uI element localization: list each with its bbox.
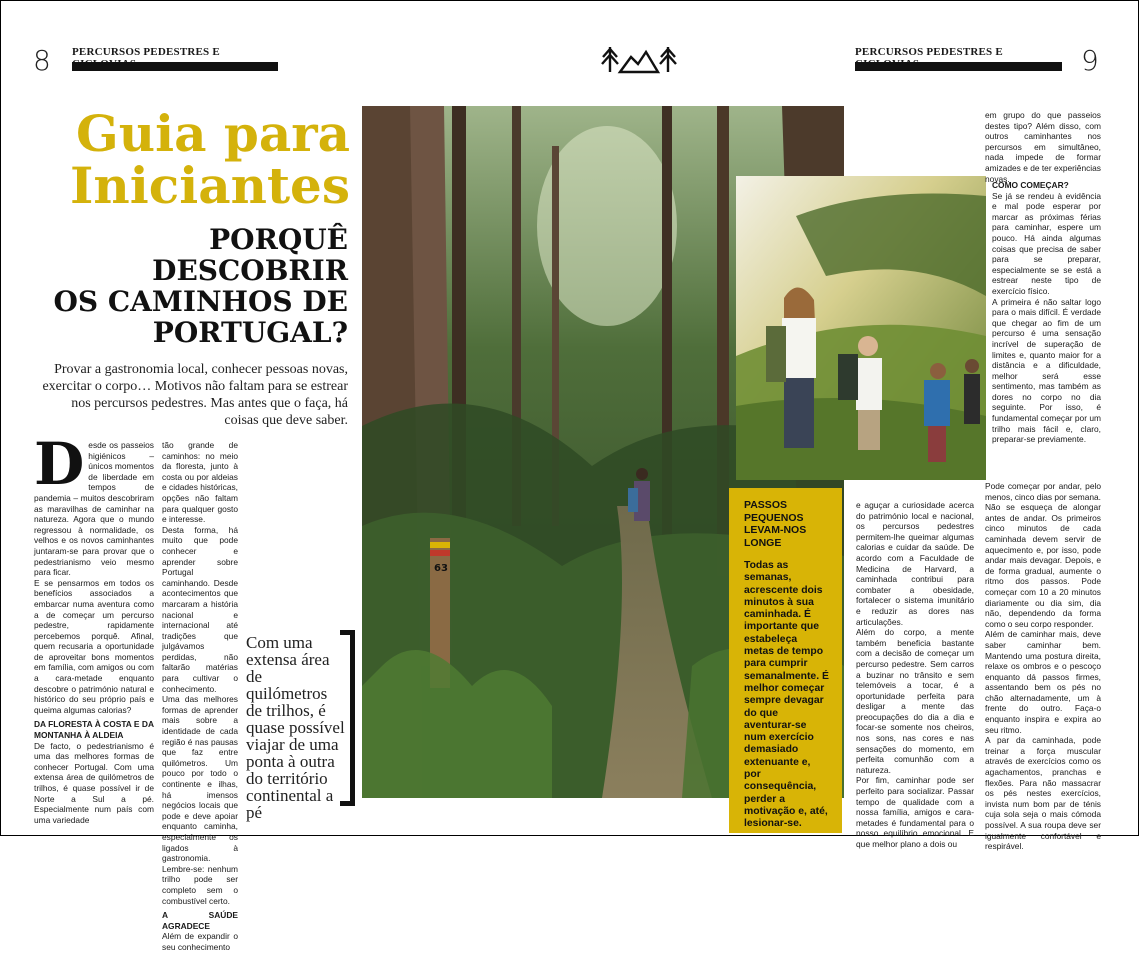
article-subtitle <box>40 224 348 348</box>
body-column-3 <box>856 500 974 849</box>
title-line-2: Iniciantes <box>70 156 350 215</box>
section-bar-left <box>72 62 278 71</box>
paragraph: Por fim, caminhar pode ser perfeito para socializar. Passar tempo de qualidade com a nossa família, amigos e cara-metades é fundamental para o nosso equilíbrio emocional. E que melhor plano a dois ou <box>856 775 974 849</box>
page-number-right: 9 <box>1081 44 1099 77</box>
trees-mountain-icon <box>600 44 678 74</box>
paragraph: Se já se rendeu à evidência e mal pode esperar por marcar as próximas férias para caminhar, espere um pouco. Há ainda algumas coisas que precisa de saber para se preparar, especialmente se se está a estrear neste tipo de exercício físico. <box>992 190 1101 296</box>
body-column-4-top <box>985 110 1101 184</box>
article-title <box>40 104 350 215</box>
paragraph: E se pensarmos em todos os benefícios associados a embarcar numa aventura como a de começar um percurso pedestre, rapidamente percebemos porquê. Afinal, quem recusaria a oportunidade de aproveitar bons momentos em família, com amigos ou com a cara-metade enquanto descobre o património natural e histórico do seu próprio país e queima algumas calorias? <box>34 577 154 715</box>
section-header-left <box>72 46 278 72</box>
page-number-left: 8 <box>33 44 51 77</box>
paragraph: Uma das melhores formas de aprender mais sobre a identidade de cada região é nas pausas que faz entre quilómetros. Um pouco por todo o continente e ilhas, há imensos negócios locais que pode e deve apoiar enquanto caminha, especialmente os ligados à gastronomia. Lembre-se: nenhum trilho pode ser completo sem o combustível certo. <box>162 694 238 906</box>
tip-box <box>729 488 842 833</box>
section-bar-right <box>855 62 1062 71</box>
paragraph: A par da caminhada, pode treinar a força muscular através de exercícios como os agachamentos, pranchas e flexões. Para não massacrar os pés nestes exercícios, invista num bom par de ténis cuja sola seja o mais cómoda possível. A sua roupa deve ser igualmente confortável e respirável. <box>985 735 1101 852</box>
pull-quote-bracket <box>340 630 355 806</box>
tip-box-title: PASSOS PEQUENOS LEVAM-NOS LONGE <box>744 499 807 549</box>
body-column-2 <box>162 440 238 952</box>
body-column-4 <box>992 180 1101 480</box>
body-column-4-bottom <box>985 481 1101 852</box>
paragraph: Além de expandir o seu conhecimento <box>162 931 238 952</box>
section-label: PERCURSOS PEDESTRES E <box>855 46 1003 58</box>
drop-cap: D <box>34 430 85 498</box>
article-intro: Provar a gastronomia local, conhecer pessoas novas, exercitar o corpo… Motivos não faltam para se estrear nos percursos pedestres. Mas antes que o faça, há coisas que deve saber. <box>42 362 348 428</box>
paragraph: Desta forma, há muito que pode conhecer e aprender sobre Portugal caminhando. Desde acontecimentos que marcaram a história nacional e internacional até tradições que julgávamos perdidas, não faltarão matérias para cultivar o conhecimento. <box>162 524 238 694</box>
subheading: COMO COMEÇAR? <box>992 180 1069 190</box>
hikers-photo <box>736 176 986 480</box>
section-header-right <box>855 46 1062 72</box>
subtitle-line-2: DESCOBRIR <box>152 254 348 287</box>
paragraph: De facto, o pedestrianismo é uma das melhores formas de conhecer Portugal. Com uma extensa área de quilómetros de trilhos, é quase possível ir de Norte a Sul a pé. Especialmente num país com uma variedade <box>34 740 154 825</box>
paragraph: tão grande de caminhos: no meio da floresta, junto à costa ou por aldeias e cidades históricas, opções não faltam para qualquer gosto e interesse. <box>162 440 238 525</box>
paragraph: Pode começar por andar, pelo menos, cinco dias por semana. Não se esqueça de alongar antes de andar. Os primeiros cinco minutos de cada caminhada devem servir de aquecimento e, por isso, pode andar mais devagar. Depois, e de forma gradual, aumente o ritmo dos passos. Pode começar com 10 a 20 minutos diariamente ou dia sim, dia não, dependendo da forma como o seu corpo responder. <box>985 481 1101 629</box>
body-column-1 <box>34 430 154 825</box>
paragraph: Além de caminhar mais, deve saber caminhar bem. Mantendo uma postura direita, relaxe os ombros e o pescoço enquanto dá passos firmes, assentando bem os pés no chão alternadamente, um à frente do outro. Faça-o enquanto inspira e expira ao seu ritmo. <box>985 629 1101 735</box>
title-line-1: Guia para <box>76 104 350 163</box>
paragraph: em grupo do que passeios destes tipo? Além disso, com outros caminhantes nos percursos em simultâneo, nada impede de formar amizades e de ter experiências novas. <box>985 110 1101 184</box>
paragraph: e aguçar a curiosidade acerca do património local e nacional, os percursos pedestres permitem-lhe queimar algumas calorias e cuidar da saúde. De acordo com a Faculdade de Medicina de Harvard, a caminhada contribui para combater a obesidade, fortalecer o sistema imunitário e reduzir as dores nas articulações. <box>856 500 974 627</box>
paragraph: Além do corpo, a mente também beneficia bastante com a decisão de começar um percurso pedestre. Sem carros a buzinar no trânsito e sem telemóveis a tocar, é a oportunidade perfeita para desligar a mente das preocupações do dia a dia e focar-se somente nos cheiros, nos sons, nas cores e nas sensações do momento, em perfeita comunhão com a natureza. <box>856 627 974 775</box>
subheading: A SAÚDE AGRADECE <box>162 910 238 931</box>
subtitle-line-3: OS CAMINHOS DE <box>53 285 348 318</box>
subheading: DA FLORESTA À COSTA E DA MONTANHA À ALDEIA <box>34 719 154 741</box>
paragraph: A primeira é não saltar logo para o mais difícil. É verdade que chegar ao fim de um percurso é uma sensação incrível de superação de limites e, quanto maior for a distância e a dificuldade, melhor será esse sentimento, mas também as dores no corpo no dia seguinte. Por isso, é fundamental começar por um trilho mais fácil e, claro, preparar-se previamente. <box>992 296 1101 445</box>
pull-quote: Com uma extensa área de quilómetros de trilhos, é quase possível viajar de uma ponta à outra do território continental a pé <box>246 633 345 822</box>
trail-marker-number: 63 <box>434 563 448 574</box>
paragraph: esde os passeios higiénicos – únicos momentos de liberdade em tempos de pandemia – muitos descobriram as maravilhas de caminhar na natureza. Agora que o mundo regressou à normalidade, os velhos e os novos caminhantes juntaram-se para provar que o pedestrianismo veio mesmo para ficar. <box>34 440 154 578</box>
subtitle-line-1: PORQUÊ <box>209 223 348 256</box>
tip-box-body: Todas as semanas, acrescente dois minutos à sua caminhada. É importante que estabeleça metas de tempo para cumprir semanalmente. É melhor começar sempre devagar do que aventurar-se num exercício demasiado extenuante e, por consequência, perder a motivação e, até, lesionar-se. <box>744 560 829 830</box>
section-label: PERCURSOS PEDESTRES E <box>72 46 220 58</box>
subtitle-line-4: PORTUGAL? <box>152 316 348 349</box>
